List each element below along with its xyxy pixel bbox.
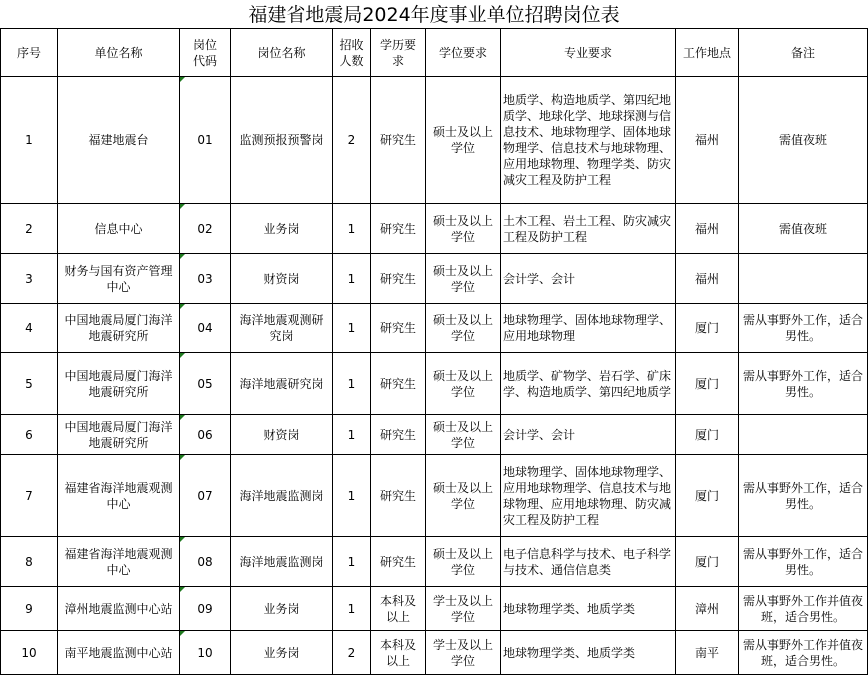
cell-number: 1 (333, 304, 371, 353)
table-row (1, 204, 868, 254)
cell-number: 2 (333, 631, 371, 675)
cell-major: 电子信息科学与技术、电子科学与技术、通信信息类 (501, 537, 676, 587)
header-row (1, 29, 868, 77)
cell-note: 需值夜班 (739, 204, 868, 254)
cell-unit: 福建省海洋地震观测中心 (58, 537, 180, 587)
cell-number: 1 (333, 455, 371, 537)
header-cell: 岗位代码 (180, 29, 231, 77)
cell-seq: 5 (1, 353, 58, 415)
cell-code: 07 (180, 455, 231, 537)
cell-unit: 漳州地震监测中心站 (58, 587, 180, 631)
cell-degree: 学士及以上学位 (426, 631, 501, 675)
cell-note: 需从事野外工作，适合男性。 (739, 455, 868, 537)
cell-degree: 硕士及以上学位 (426, 537, 501, 587)
cell-note: 需从事野外工作，适合男性。 (739, 537, 868, 587)
cell-degree: 硕士及以上学位 (426, 77, 501, 204)
cell-number: 1 (333, 204, 371, 254)
cell-post: 海洋地震观测研究岗 (231, 304, 333, 353)
cell-education: 研究生 (371, 353, 426, 415)
header-cell: 备注 (739, 29, 868, 77)
header-cell: 单位名称 (58, 29, 180, 77)
cell-post: 财资岗 (231, 254, 333, 304)
table-row (1, 304, 868, 353)
cell-post: 海洋地震监测岗 (231, 537, 333, 587)
cell-major: 会计学、会计 (501, 254, 676, 304)
recruitment-table (0, 28, 868, 675)
cell-degree: 硕士及以上学位 (426, 204, 501, 254)
cell-number: 1 (333, 537, 371, 587)
cell-unit: 中国地震局厦门海洋地震研究所 (58, 415, 180, 455)
cell-education: 研究生 (371, 304, 426, 353)
cell-unit: 福建省海洋地震观测中心 (58, 455, 180, 537)
cell-note (739, 415, 868, 455)
cell-unit: 财务与国有资产管理中心 (58, 254, 180, 304)
cell-seq: 7 (1, 455, 58, 537)
cell-major: 地球物理学类、地质学类 (501, 587, 676, 631)
table-row (1, 353, 868, 415)
cell-number: 1 (333, 353, 371, 415)
cell-code: 01 (180, 77, 231, 204)
cell-code: 05 (180, 353, 231, 415)
cell-seq: 4 (1, 304, 58, 353)
cell-unit: 信息中心 (58, 204, 180, 254)
cell-major: 地球物理学类、地质学类 (501, 631, 676, 675)
table-row (1, 77, 868, 204)
header-cell: 岗位名称 (231, 29, 333, 77)
cell-education: 研究生 (371, 537, 426, 587)
cell-code: 06 (180, 415, 231, 455)
cell-code: 10 (180, 631, 231, 675)
cell-major: 地球物理学、固体地球物理学、应用地球物理学、信息技术与地球物理、应用地球物理、防灾减灾工程及防护工程 (501, 455, 676, 537)
table-row (1, 537, 868, 587)
table-row (1, 587, 868, 631)
header-cell: 序号 (1, 29, 58, 77)
cell-note: 需从事野外工作并值夜班，适合男性。 (739, 631, 868, 675)
cell-code: 09 (180, 587, 231, 631)
cell-post: 海洋地震监测岗 (231, 455, 333, 537)
cell-education: 研究生 (371, 415, 426, 455)
cell-education: 研究生 (371, 254, 426, 304)
cell-location: 厦门 (676, 415, 739, 455)
cell-note: 需从事野外工作，适合男性。 (739, 353, 868, 415)
table-row (1, 254, 868, 304)
cell-post: 业务岗 (231, 631, 333, 675)
cell-location: 厦门 (676, 455, 739, 537)
cell-location: 厦门 (676, 304, 739, 353)
cell-note: 需从事野外工作并值夜班，适合男性。 (739, 587, 868, 631)
cell-note (739, 254, 868, 304)
cell-unit: 中国地震局厦门海洋地震研究所 (58, 304, 180, 353)
cell-major: 会计学、会计 (501, 415, 676, 455)
header-cell: 招收人数 (333, 29, 371, 77)
cell-major: 地质学、构造地质学、第四纪地质学、地球化学、地球探测与信息技术、地球物理学、固体地球物理学、信息技术与地球物理、应用地球物理、物理学类、防灾减灾工程及防护工程 (501, 77, 676, 204)
page-title: 福建省地震局2024年度事业单位招聘岗位表 (248, 4, 620, 26)
cell-education: 研究生 (371, 204, 426, 254)
cell-post: 监测预报预警岗 (231, 77, 333, 204)
cell-degree: 硕士及以上学位 (426, 254, 501, 304)
cell-location: 福州 (676, 77, 739, 204)
cell-number: 2 (333, 77, 371, 204)
cell-number: 1 (333, 415, 371, 455)
cell-note: 需从事野外工作，适合男性。 (739, 304, 868, 353)
cell-post: 业务岗 (231, 204, 333, 254)
cell-post: 海洋地震研究岗 (231, 353, 333, 415)
cell-degree: 硕士及以上学位 (426, 304, 501, 353)
cell-education: 研究生 (371, 77, 426, 204)
cell-unit: 中国地震局厦门海洋地震研究所 (58, 353, 180, 415)
header-cell: 学位要求 (426, 29, 501, 77)
cell-degree: 学士及以上学位 (426, 587, 501, 631)
cell-location: 厦门 (676, 537, 739, 587)
cell-post: 财资岗 (231, 415, 333, 455)
cell-location: 漳州 (676, 587, 739, 631)
cell-education: 本科及以上 (371, 631, 426, 675)
cell-seq: 2 (1, 204, 58, 254)
cell-education: 本科及以上 (371, 587, 426, 631)
cell-location: 福州 (676, 204, 739, 254)
cell-education: 研究生 (371, 455, 426, 537)
cell-unit: 南平地震监测中心站 (58, 631, 180, 675)
cell-seq: 6 (1, 415, 58, 455)
cell-major: 地球物理学、固体地球物理学、应用地球物理 (501, 304, 676, 353)
cell-location: 厦门 (676, 353, 739, 415)
cell-degree: 硕士及以上学位 (426, 353, 501, 415)
cell-seq: 9 (1, 587, 58, 631)
table-body (1, 77, 868, 675)
table-row (1, 415, 868, 455)
cell-degree: 硕士及以上学位 (426, 455, 501, 537)
header-cell: 工作地点 (676, 29, 739, 77)
table-row (1, 631, 868, 675)
cell-seq: 10 (1, 631, 58, 675)
cell-major: 地质学、矿物学、岩石学、矿床学、构造地质学、第四纪地质学 (501, 353, 676, 415)
cell-number: 1 (333, 254, 371, 304)
table-row (1, 455, 868, 537)
cell-location: 南平 (676, 631, 739, 675)
header-cell: 专业要求 (501, 29, 676, 77)
cell-code: 03 (180, 254, 231, 304)
cell-note: 需值夜班 (739, 77, 868, 204)
cell-code: 02 (180, 204, 231, 254)
cell-number: 1 (333, 587, 371, 631)
cell-code: 08 (180, 537, 231, 587)
cell-degree: 硕士及以上学位 (426, 415, 501, 455)
cell-post: 业务岗 (231, 587, 333, 631)
cell-seq: 1 (1, 77, 58, 204)
cell-code: 04 (180, 304, 231, 353)
cell-seq: 8 (1, 537, 58, 587)
header-cell: 学历要求 (371, 29, 426, 77)
cell-major: 土木工程、岩土工程、防灾减灾工程及防护工程 (501, 204, 676, 254)
cell-seq: 3 (1, 254, 58, 304)
cell-unit: 福建地震台 (58, 77, 180, 204)
cell-location: 福州 (676, 254, 739, 304)
